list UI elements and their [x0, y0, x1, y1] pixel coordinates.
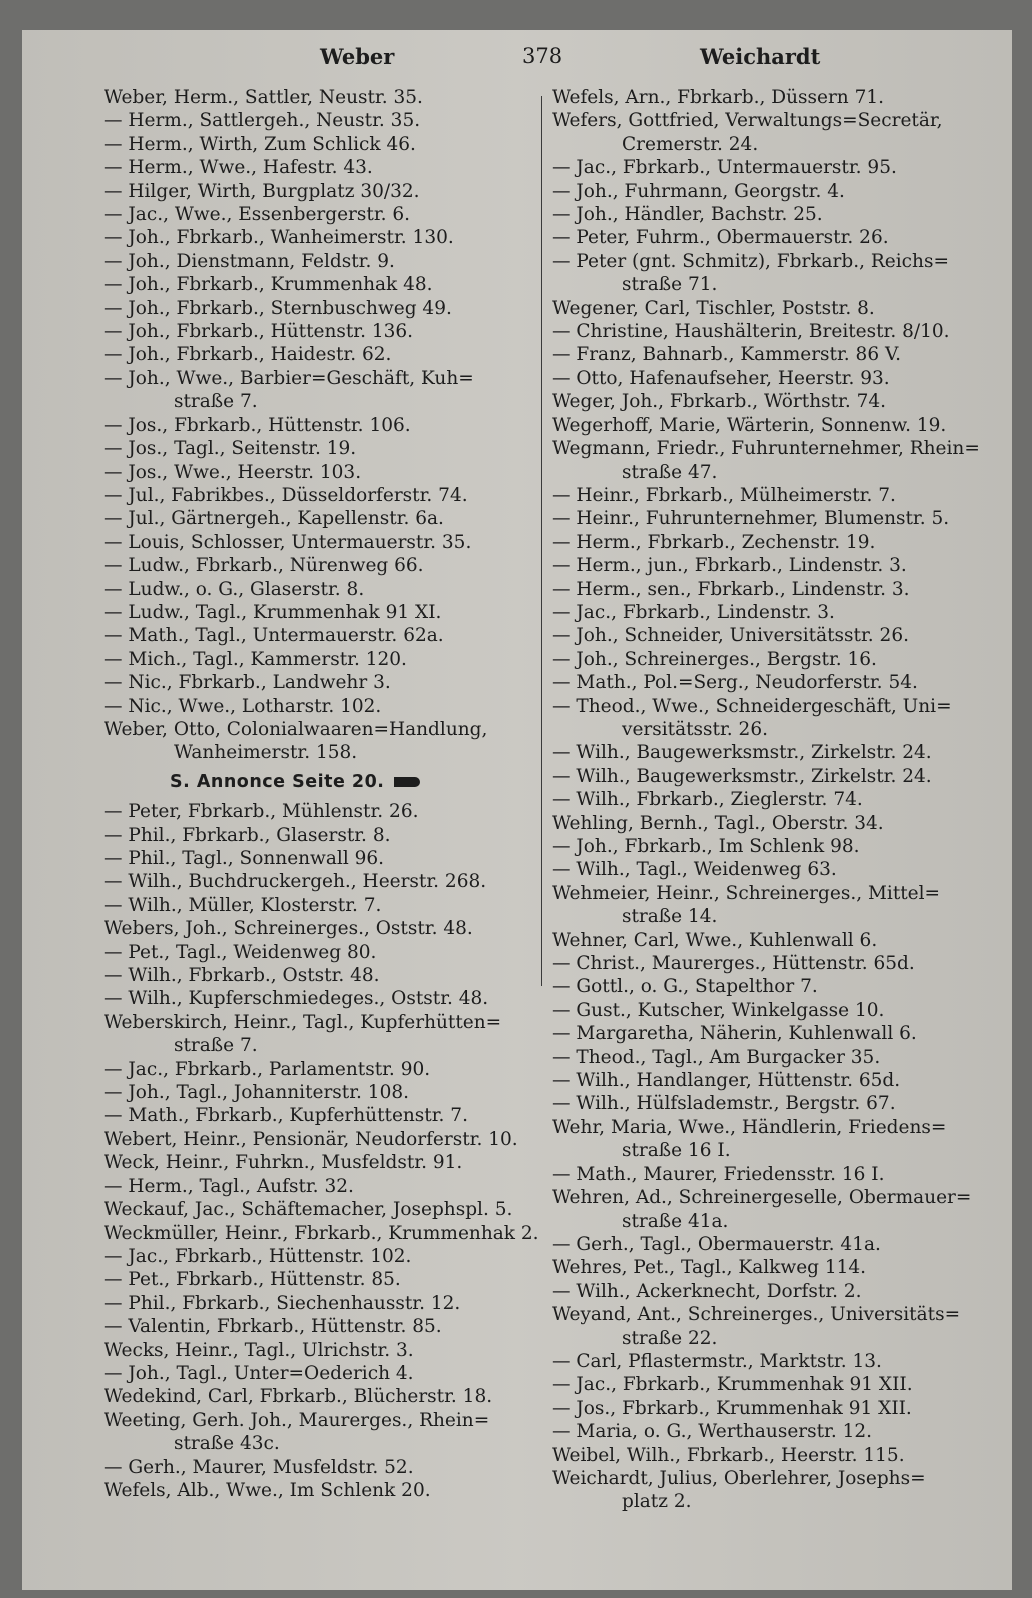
entry-text: Weichardt, Julius, Oberlehrer, Josephs= [552, 1467, 926, 1489]
directory-entry [104, 894, 544, 917]
header-left-keyword: Weber [320, 44, 395, 69]
directory-entry [104, 437, 544, 460]
entry-text: — Joh., Dienstmann, Feldstr. 9. [104, 250, 395, 272]
directory-entry [552, 1397, 997, 1420]
directory-entry [552, 1467, 997, 1490]
entry-text: — Nic., Fbrkarb., Landwehr 3. [104, 672, 391, 694]
directory-entry [552, 1022, 997, 1045]
directory-entry [104, 695, 544, 718]
directory-entry [552, 1116, 997, 1139]
entry-text: — Wilh., Ackerknecht, Dorfstr. 2. [552, 1280, 862, 1302]
entry-text: — Herm., Sattlergeh., Neustr. 35. [104, 110, 421, 132]
entry-text: Weyand, Ant., Schreinerges., Universitäts= [552, 1304, 961, 1326]
entry-text: Wehner, Carl, Wwe., Kuhlenwall 6. [552, 929, 878, 951]
entry-text: Weck, Heinr., Fuhrkn., Musfeldstr. 91. [104, 1152, 463, 1174]
directory-entry [552, 109, 997, 132]
entry-text: straße 43c. [174, 1433, 280, 1455]
directory-entry [552, 180, 997, 203]
directory-entry [104, 461, 544, 484]
entry-text: — Joh., Fbrkarb., Im Schlenk 98. [552, 836, 860, 857]
entry-text: — Herm., Tagl., Aufstr. 32. [104, 1175, 354, 1197]
entry-text: — Math., Pol.=Serg., Neudorferstr. 54. [552, 672, 918, 694]
entry-text: versitätsstr. 26. [622, 718, 768, 740]
entry-text: — Joh., Händler, Bachstr. 25. [552, 204, 823, 226]
entry-text: — Joh., Wwe., Barbier=Geschäft, Kuh= [104, 367, 474, 389]
directory-entry [552, 788, 997, 811]
directory-entry [552, 390, 997, 413]
directory-entry [104, 624, 544, 647]
directory-entry [104, 941, 544, 964]
entry-text: Weckauf, Jac., Schäftemacher, Josephspl. 5. [104, 1199, 513, 1221]
entry-text: straße 47. [622, 461, 718, 483]
entry-text: — Joh., Fbrkarb., Krummenhak 48. [104, 274, 433, 296]
directory-entry [104, 531, 544, 554]
directory-entry [552, 671, 997, 694]
entry-text: — Jac., Fbrkarb., Parlamentstr. 90. [104, 1058, 431, 1080]
entry-text: Weibel, Wilh., Fbrkarb., Heerstr. 115. [552, 1444, 905, 1466]
entry-text: Weberskirch, Heinr., Tagl., Kupferhütten= [104, 1011, 502, 1033]
entry-text: Wefers, Gottfried, Verwaltungs=Secretär, [552, 110, 943, 132]
directory-entry [104, 297, 544, 320]
entry-text: straße 41a. [622, 1210, 729, 1232]
directory-entry [552, 1092, 997, 1115]
directory-entry [552, 1420, 997, 1443]
entry-text: — Joh., Fbrkarb., Wanheimerstr. 130. [104, 227, 454, 249]
entry-text: — Christ., Maurerges., Hüttenstr. 65d. [552, 953, 915, 975]
entry-text: — Margaretha, Näherin, Kuhlenwall 6. [552, 1023, 917, 1045]
directory-entry [552, 624, 997, 647]
entry-text: — Joh., Fbrkarb., Hüttenstr. 136. [104, 321, 414, 343]
directory-entry [104, 320, 544, 343]
entry-text: — Math., Maurer, Friedensstr. 16 I. [552, 1163, 885, 1185]
directory-entry [104, 156, 544, 179]
directory-entry [552, 929, 997, 952]
entry-text: — Maria, o. G., Werthauserstr. 12. [552, 1421, 873, 1443]
directory-entry [552, 1069, 997, 1092]
directory-entry [552, 975, 997, 998]
entry-text: Wefels, Alb., Wwe., Im Schlenk 20. [104, 1479, 431, 1501]
entry-text: — Joh., Fuhrmann, Georgstr. 4. [552, 180, 845, 202]
directory-entry [552, 1163, 997, 1186]
entry-text: — Joh., Fbrkarb., Sternbuschweg 49. [104, 297, 452, 319]
entry-text: Wegmann, Friedr., Fuhrunternehmer, Rhein= [552, 438, 980, 460]
entry-text: — Ludw., Tagl., Krummenhak 91 XI. [104, 601, 442, 623]
directory-entry [104, 917, 544, 940]
entry-text: — Phil., Tagl., Sonnenwall 96. [104, 848, 385, 869]
entry-text: — Peter, Fuhrm., Obermauerstr. 26. [552, 227, 889, 249]
directory-entry [552, 905, 997, 928]
directory-entry [552, 999, 997, 1022]
directory-entry [104, 847, 544, 870]
entry-text: — Heinr., Fuhrunternehmer, Blumenstr. 5. [552, 508, 950, 530]
entry-text: — Louis, Schlosser, Untermauerstr. 35. [104, 531, 472, 553]
directory-entry [552, 273, 997, 296]
entry-text: straße 16 I. [622, 1140, 731, 1162]
directory-entry [104, 1362, 544, 1385]
entry-text: — Jul., Fabrikbes., Düsseldorferstr. 74. [104, 484, 468, 506]
directory-entry [552, 1046, 997, 1069]
entry-text: — Wilh., Fbrkarb., Zieglerstr. 74. [552, 789, 863, 811]
entry-text: — Jos., Fbrkarb., Hüttenstr. 106. [104, 414, 411, 436]
entry-text: Wehr, Maria, Wwe., Händlerin, Friedens= [552, 1116, 947, 1138]
directory-entry [104, 390, 544, 413]
entry-text: — Joh., Schneider, Universitätsstr. 26. [552, 625, 909, 647]
directory-entry [104, 1479, 544, 1502]
directory-entry [552, 765, 997, 788]
entry-text: — Herm., Wirth, Zum Schlick 46. [104, 133, 416, 155]
entry-text: Weger, Joh., Fbrkarb., Wörthstr. 74. [552, 391, 887, 413]
entry-text: — Jos., Tagl., Seitenstr. 19. [104, 438, 357, 460]
directory-entry [552, 367, 997, 390]
entry-text: — Gottl., o. G., Stapelthor 7. [552, 976, 818, 998]
directory-entry [104, 1339, 544, 1362]
entry-text: — Wilh., Baugewerksmstr., Zirkelstr. 24. [552, 765, 932, 787]
entry-text: — Joh., Schreinerges., Bergstr. 16. [552, 648, 877, 670]
directory-entry [552, 507, 997, 530]
directory-entry [552, 86, 997, 109]
directory-entry [552, 695, 997, 718]
entry-text: — Herm., Wwe., Hafestr. 43. [104, 157, 373, 179]
entry-text: straße 14. [622, 906, 718, 928]
directory-entry [552, 531, 997, 554]
directory-entry [552, 858, 997, 881]
entry-text: — Wilh., Handlanger, Hüttenstr. 65d. [552, 1070, 901, 1092]
directory-entry [552, 1303, 997, 1326]
entry-text: — Ludw., o. G., Glaserstr. 8. [104, 578, 365, 600]
directory-entry [104, 1409, 544, 1432]
directory-entry [552, 1256, 997, 1279]
directory-entry [104, 824, 544, 847]
directory-entry [104, 554, 544, 577]
directory-entry [104, 1011, 544, 1034]
entry-text: S. Annonce Seite 20. [170, 771, 385, 792]
directory-entry [552, 812, 997, 835]
directory-entry [552, 133, 997, 156]
directory-entry [104, 987, 544, 1010]
entry-text: Wefels, Arn., Fbrkarb., Düssern 71. [552, 87, 885, 108]
directory-entry [552, 741, 997, 764]
entry-text: — Christine, Haushälterin, Breitestr. 8/10. [552, 321, 950, 343]
directory-entry [552, 250, 997, 273]
directory-entry [104, 870, 544, 893]
entry-text: — Wilh., Buchdruckergeh., Heerstr. 268. [104, 871, 487, 893]
directory-entry [104, 1198, 544, 1221]
entry-text: — Gerh., Tagl., Obermauerstr. 41a. [552, 1233, 881, 1255]
directory-entry [552, 156, 997, 179]
directory-entry [552, 1210, 997, 1233]
directory-entry [104, 507, 544, 530]
entry-text: — Math., Fbrkarb., Kupferhüttenstr. 7. [104, 1105, 468, 1127]
directory-entry [104, 414, 544, 437]
entry-text: — Franz, Bahnarb., Kammerstr. 86 V. [552, 344, 901, 366]
entry-text: — Carl, Pflastermstr., Marktstr. 13. [552, 1350, 882, 1372]
entry-text: — Wilh., Tagl., Weidenweg 63. [552, 859, 837, 881]
directory-entry [552, 952, 997, 975]
entry-text: — Jac., Fbrkarb., Krummenhak 91 XII. [552, 1374, 913, 1396]
directory-entry [104, 226, 544, 249]
directory-entry [552, 414, 997, 437]
entry-text: — Heinr., Fbrkarb., Mülheimerstr. 7. [552, 484, 896, 506]
directory-entry [104, 180, 544, 203]
directory-entry [104, 250, 544, 273]
entry-text: — Phil., Fbrkarb., Siechenhausstr. 12. [104, 1292, 461, 1314]
pointing-hand-icon [394, 777, 420, 787]
directory-entry [552, 484, 997, 507]
directory-entry [104, 343, 544, 366]
entry-text: — Hilger, Wirth, Burgplatz 30/32. [104, 180, 420, 202]
directory-entry [104, 86, 544, 109]
entry-text: — Theod., Wwe., Schneidergeschäft, Uni= [552, 695, 952, 717]
entry-text: — Herm., jun., Fbrkarb., Lindenstr. 3. [552, 555, 907, 577]
directory-entry [104, 109, 544, 132]
directory-entry [104, 1385, 544, 1408]
header-right-keyword: Weichardt [700, 44, 821, 69]
directory-entry [104, 601, 544, 624]
entry-text: — Jac., Fbrkarb., Untermauerstr. 95. [552, 157, 897, 179]
entry-text: — Joh., Fbrkarb., Haidestr. 62. [104, 344, 392, 366]
directory-entry [552, 835, 997, 858]
entry-text: — Jac., Fbrkarb., Lindenstr. 3. [552, 601, 835, 623]
directory-entry [104, 203, 544, 226]
directory-entry [104, 273, 544, 296]
directory-entry [552, 1350, 997, 1373]
directory-entry [552, 226, 997, 249]
directory-entry [552, 1233, 997, 1256]
directory-entry [552, 1280, 997, 1303]
entry-text: — Gerh., Maurer, Musfeldstr. 52. [104, 1456, 414, 1478]
directory-entry [104, 1175, 544, 1198]
directory-entry [552, 1327, 997, 1350]
directory-entry [104, 133, 544, 156]
directory-entry [552, 297, 997, 320]
entry-text: — Jac., Wwe., Essenbergerstr. 6. [104, 204, 411, 226]
entry-text: — Pet., Tagl., Weidenweg 80. [104, 941, 377, 963]
directory-entry [104, 484, 544, 507]
directory-entry [104, 671, 544, 694]
entry-text: Wehmeier, Heinr., Schreinerges., Mittel= [552, 882, 941, 904]
entry-text: Wehling, Bernh., Tagl., Oberstr. 34. [552, 812, 884, 834]
entry-text: Weckmüller, Heinr., Fbrkarb., Krummenhak 2. [104, 1222, 539, 1244]
directory-entry [104, 1128, 544, 1151]
entry-text: — Wilh., Kupferschmiedeges., Oststr. 48. [104, 988, 489, 1010]
entry-text: — Jos., Wwe., Heerstr. 103. [104, 461, 362, 483]
page-number: 378 [522, 44, 563, 68]
directory-entry [552, 554, 997, 577]
directory-entry [552, 437, 997, 460]
entry-text: Webers, Joh., Schreinerges., Oststr. 48. [104, 918, 473, 940]
entry-text: — Wilh., Baugewerksmstr., Zirkelstr. 24. [552, 742, 932, 764]
entry-text: Wecks, Heinr., Tagl., Ulrichstr. 3. [104, 1339, 414, 1361]
entry-text: — Jul., Gärtnergeh., Kapellenstr. 6a. [104, 508, 444, 530]
entry-text: — Wilh., Müller, Klosterstr. 7. [104, 894, 382, 916]
entry-text: — Joh., Tagl., Johanniterstr. 108. [104, 1082, 409, 1104]
entry-text: Weber, Herm., Sattler, Neustr. 35. [104, 87, 423, 108]
directory-entry [104, 800, 544, 823]
entry-text: — Nic., Wwe., Lotharstr. 102. [104, 695, 382, 717]
directory-entry [104, 718, 544, 741]
directory-entry [552, 343, 997, 366]
entry-text: straße 71. [622, 274, 718, 296]
entry-text: Weeting, Gerh. Joh., Maurerges., Rhein= [104, 1409, 490, 1431]
directory-entry [104, 648, 544, 671]
entry-text: — Gust., Kutscher, Winkelgasse 10. [552, 999, 885, 1021]
directory-entry [552, 1444, 997, 1467]
entry-text: Cremerstr. 24. [622, 133, 759, 155]
page-header [22, 40, 1012, 76]
entry-text: Wegener, Carl, Tischler, Poststr. 8. [552, 297, 875, 319]
directory-entry [104, 1104, 544, 1127]
entry-text: — Wilh., Fbrkarb., Oststr. 48. [104, 965, 380, 987]
entry-text: — Mich., Tagl., Kammerstr. 120. [104, 648, 407, 670]
directory-entry [552, 320, 997, 343]
entry-text: Webert, Heinr., Pensionär, Neudorferstr. 10. [104, 1128, 518, 1150]
entry-text: Wanheimerstr. 158. [174, 742, 358, 764]
directory-entry [104, 1292, 544, 1315]
directory-entry [552, 1139, 997, 1162]
annonce-note [104, 765, 544, 800]
directory-entry [104, 1268, 544, 1291]
entry-text: Wehres, Pet., Tagl., Kalkweg 114. [552, 1257, 867, 1279]
directory-entry [104, 578, 544, 601]
entry-text: — Ludw., Fbrkarb., Nürenweg 66. [104, 555, 424, 577]
directory-entry [104, 1058, 544, 1081]
entry-text: — Math., Tagl., Untermauerstr. 62a. [104, 625, 444, 647]
entry-text: — Peter (gnt. Schmitz), Fbrkarb., Reichs= [552, 250, 949, 272]
directory-entry [552, 461, 997, 484]
entry-text: — Jos., Fbrkarb., Krummenhak 91 XII. [552, 1397, 912, 1419]
entry-text: — Phil., Fbrkarb., Glaserstr. 8. [104, 824, 391, 846]
entry-text: Wegerhoff, Marie, Wärterin, Sonnenw. 19. [552, 414, 947, 436]
entry-text: — Pet., Fbrkarb., Hüttenstr. 85. [104, 1269, 401, 1291]
directory-entry [552, 1373, 997, 1396]
entry-text: — Valentin, Fbrkarb., Hüttenstr. 85. [104, 1316, 442, 1338]
directory-page [22, 30, 1012, 1590]
directory-entry [104, 367, 544, 390]
entry-text: Weber, Otto, Colonialwaaren=Handlung, [104, 718, 488, 740]
directory-entry [104, 1081, 544, 1104]
entry-text: straße 7. [174, 391, 258, 413]
entry-text: — Theod., Tagl., Am Burgacker 35. [552, 1046, 881, 1068]
directory-entry [104, 1245, 544, 1268]
left-column [104, 86, 544, 1502]
directory-entry [104, 1432, 544, 1455]
directory-entry [552, 1186, 997, 1209]
directory-entry [104, 1222, 544, 1245]
directory-entry [552, 578, 997, 601]
entry-text: — Otto, Hafenaufseher, Heerstr. 93. [552, 367, 890, 389]
directory-entry [552, 648, 997, 671]
entry-text: Wedekind, Carl, Fbrkarb., Blücherstr. 18. [104, 1386, 493, 1408]
entry-text: platz 2. [622, 1491, 692, 1513]
entry-text: — Wilh., Hülfslademstr., Bergstr. 67. [552, 1093, 896, 1115]
entry-text: straße 7. [174, 1035, 258, 1057]
directory-entry [552, 882, 997, 905]
entry-text: — Herm., Fbrkarb., Zechenstr. 19. [552, 531, 876, 553]
entry-text: Wehren, Ad., Schreinergeselle, Obermauer= [552, 1187, 972, 1209]
entry-text: — Herm., sen., Fbrkarb., Lindenstr. 3. [552, 578, 910, 600]
directory-entry [104, 964, 544, 987]
directory-entry [104, 1456, 544, 1479]
directory-entry [104, 1151, 544, 1174]
directory-entry [552, 203, 997, 226]
entry-text: — Peter, Fbrkarb., Mühlenstr. 26. [104, 801, 419, 823]
right-column [552, 86, 997, 1514]
directory-entry [104, 1034, 544, 1057]
directory-entry [552, 1490, 997, 1513]
entry-text: — Joh., Tagl., Unter=Oederich 4. [104, 1362, 414, 1384]
directory-entry [104, 741, 544, 764]
directory-entry [104, 1315, 544, 1338]
directory-entry [552, 718, 997, 741]
entry-text: straße 22. [622, 1327, 718, 1349]
entry-text: — Jac., Fbrkarb., Hüttenstr. 102. [104, 1245, 412, 1267]
directory-entry [552, 601, 997, 624]
